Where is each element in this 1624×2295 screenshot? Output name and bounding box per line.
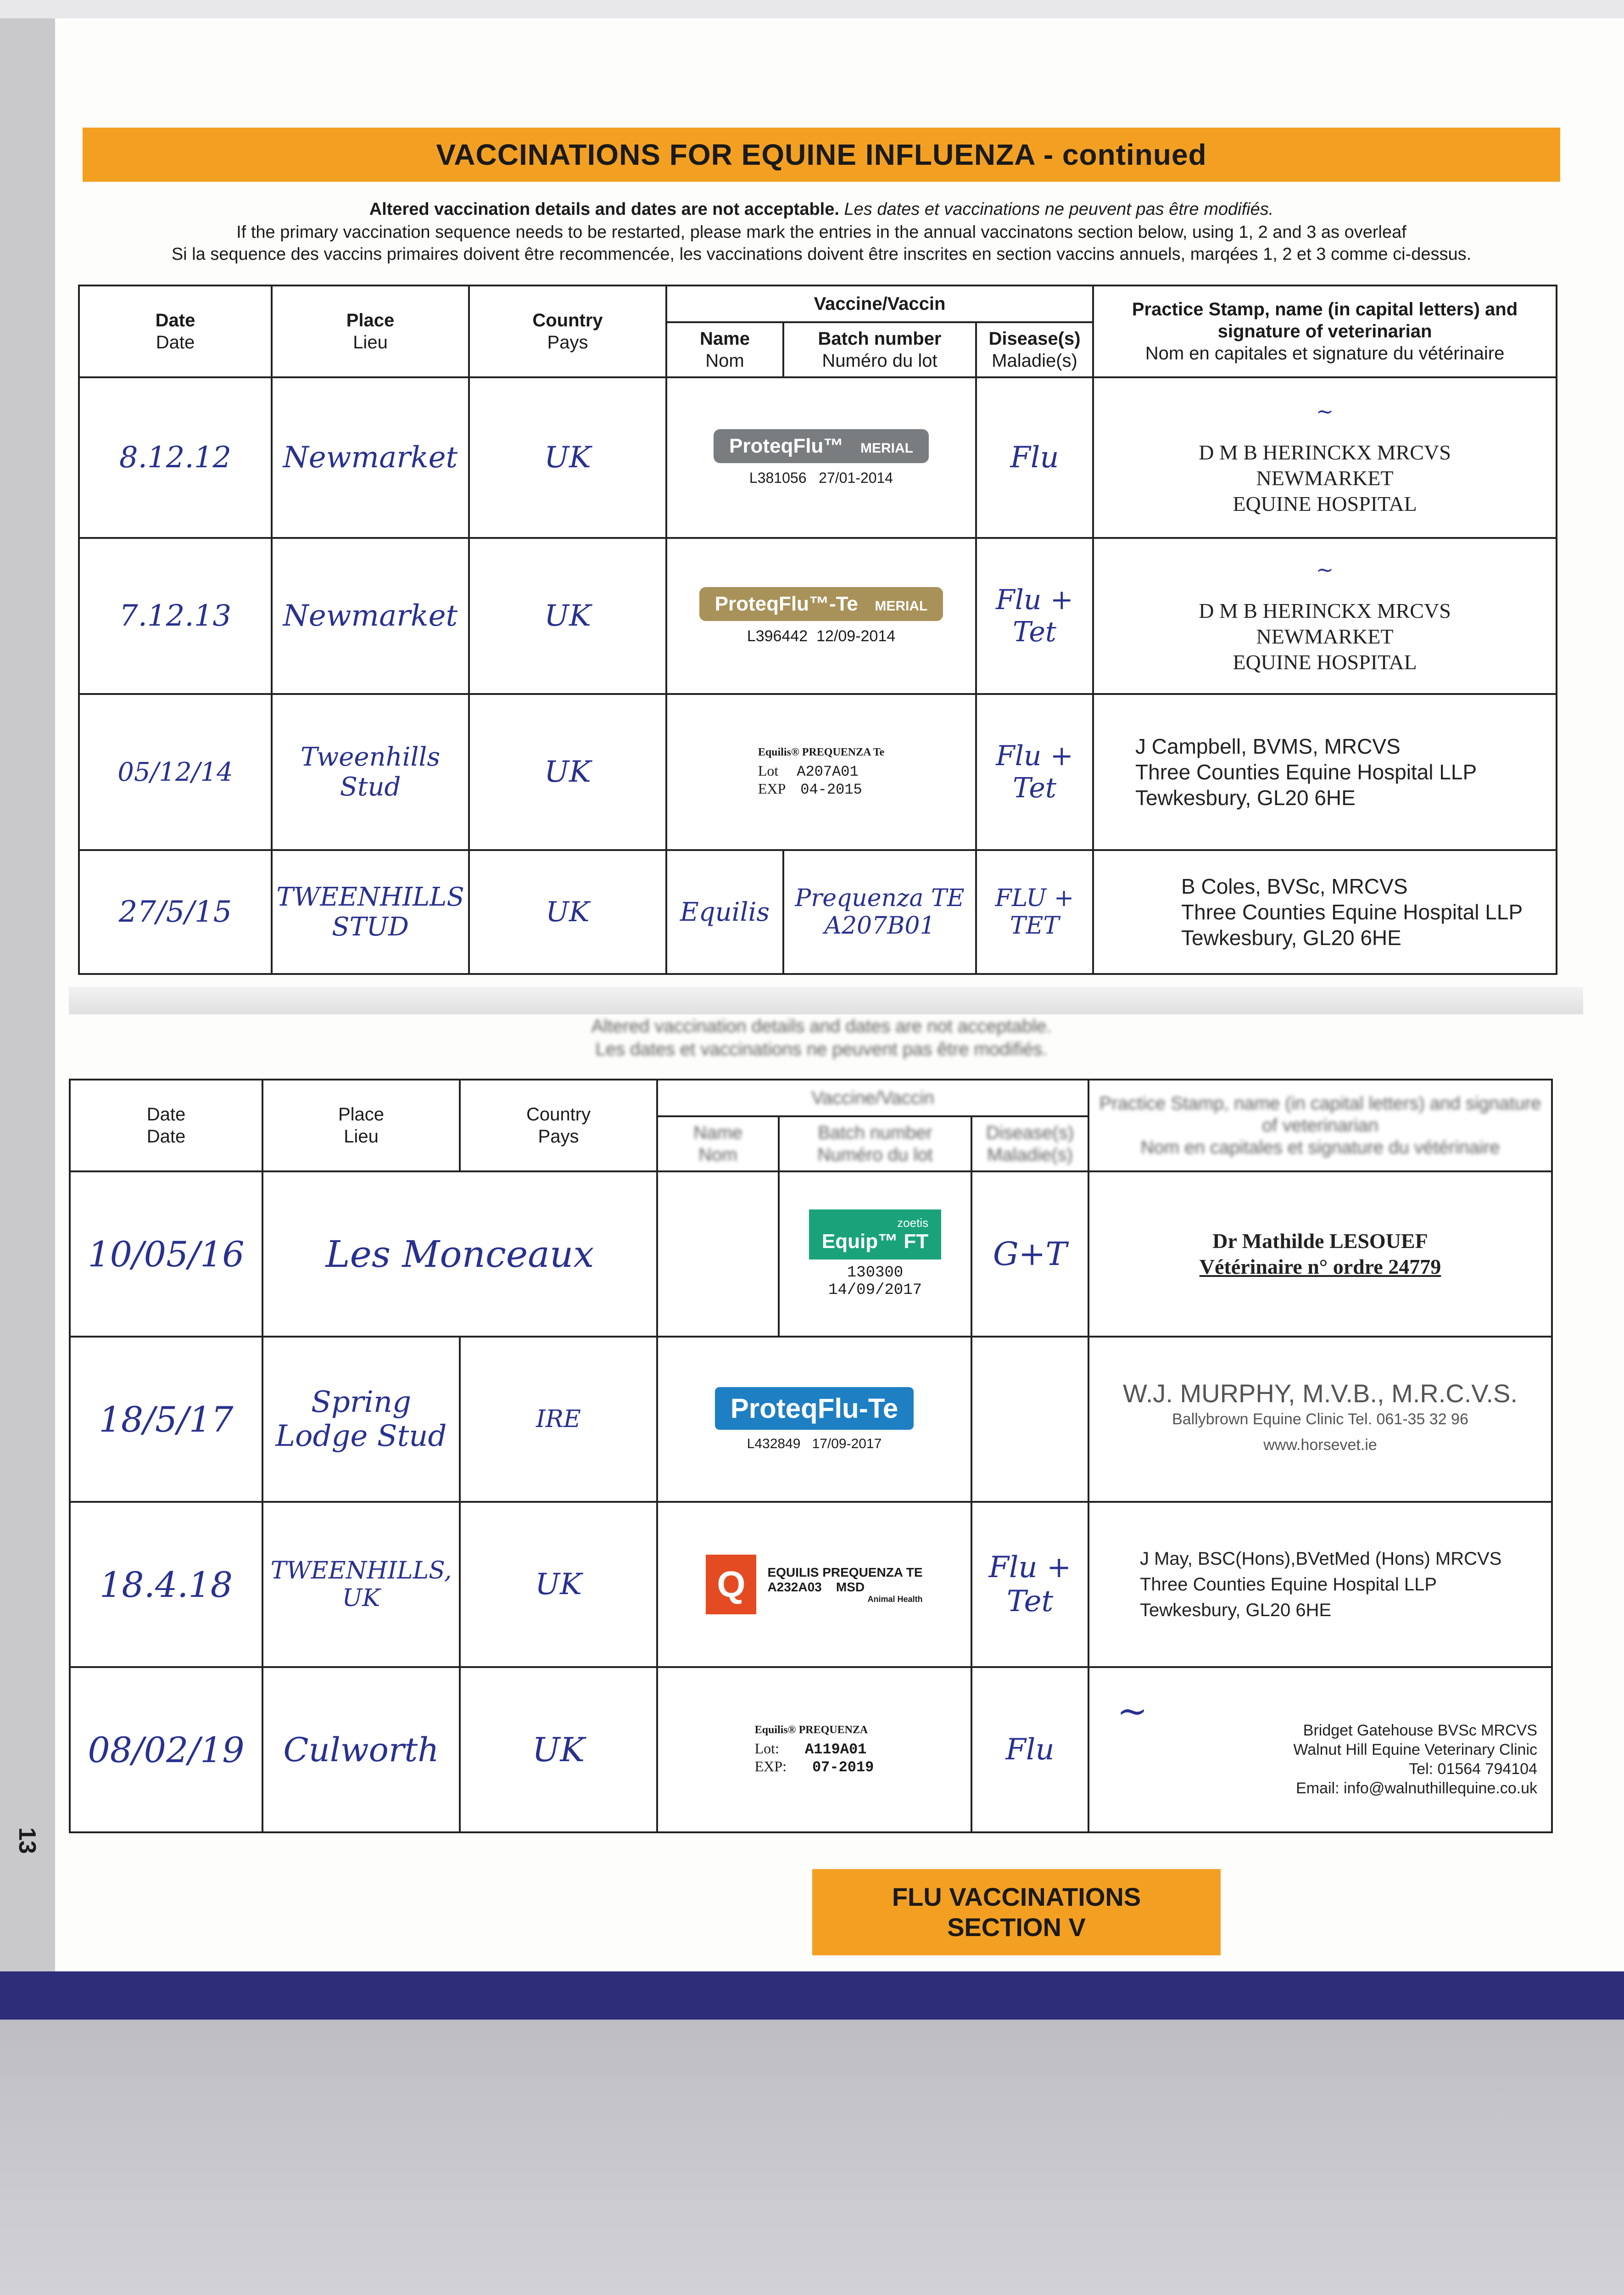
vaccine-label-cell [779, 1171, 971, 1337]
vet-stamp: ~ D M B HERINCKX MRCVS NEWMARKET EQUINE HOSPITAL [1093, 538, 1557, 694]
date-cell: 7.12.13 [79, 538, 272, 694]
vaccine-label-cell [666, 538, 976, 694]
place-cell: Spring Lodge Stud [262, 1337, 460, 1502]
vaccine-label-cell [666, 694, 976, 850]
vet-stamp: B Coles, BVSc, MRCVS Three Counties Equine Hospital LLP Tewkesbury, GL20 6HE [1093, 850, 1557, 974]
vaccine-label-cell [657, 1502, 971, 1667]
cover-band [0, 1971, 1624, 2024]
country-cell: UK [469, 694, 666, 850]
vaccine-sticker: Equilis® PREQUENZA Lot: A119A01 EXP: 07-2019 [754, 1724, 874, 1776]
table-row [79, 850, 1557, 974]
disease-cell [971, 1337, 1088, 1502]
col-country: Country Pays [469, 285, 666, 377]
disease-cell: Flu + Tet [976, 694, 1093, 850]
col-country: Country Pays [460, 1080, 657, 1171]
col-batch: Batch number Numéro du lot [783, 322, 976, 377]
signature: ~ [1117, 1690, 1148, 1732]
table-row [79, 694, 1557, 850]
vaccine-label: ProteqFlu-Te [715, 1387, 914, 1430]
lower-vaccination-table [69, 1079, 1553, 1833]
col-disease: Disease(s) Maladie(s) [976, 322, 1093, 377]
vet-stamp: ~ Bridget Gatehouse BVSc MRCVS Walnut Hill Equine Veterinary Clinic Tel: 01564 794104 Email: info@walnuthillequine.co.uk [1088, 1667, 1552, 1832]
lot-exp: L432849 17/09-2017 [747, 1436, 882, 1451]
col-batch: Batch number Numéro du lot [779, 1116, 971, 1171]
batch-cell: Prequenza TE A207B01 [783, 850, 976, 974]
section-label: FLU VACCINATIONS SECTION V [812, 1869, 1221, 1955]
place-cell: Les Monceaux [262, 1171, 657, 1337]
name-cell: Equilis [666, 850, 783, 974]
table-row [70, 1171, 1552, 1337]
date-cell: 27/5/15 [79, 850, 272, 974]
page-top-edge [0, 0, 1624, 18]
col-disease: Disease(s) Maladie(s) [971, 1116, 1088, 1171]
date-cell: 8.12.12 [79, 377, 272, 538]
upper-vaccination-table [78, 285, 1557, 975]
vaccine-label-cell [657, 1337, 971, 1502]
signature: ~ [1316, 557, 1334, 582]
col-stamp: Practice Stamp, name (in capital letters) and signature of veterinarian Nom en capitales et signature du vétérinaire [1088, 1080, 1552, 1171]
name-cell [657, 1171, 779, 1337]
background-surface [0, 2020, 1624, 2295]
date-cell: 08/02/19 [70, 1667, 262, 1832]
place-cell: TWEENHILLS, UK [262, 1502, 460, 1667]
col-date: Date Date [79, 285, 272, 377]
vet-stamp: W.J. MURPHY, M.V.B., M.R.C.V.S. Ballybrown Equine Clinic Tel. 061-35 32 96 www.horsevet.ie [1088, 1337, 1552, 1502]
vaccine-label-cell [666, 377, 976, 538]
disease-cell: Flu + Tet [976, 538, 1093, 694]
disease-cell: Flu + Tet [971, 1502, 1088, 1667]
vaccine-label: ProteqFlu™ MERIAL [714, 429, 929, 463]
notice-line-1 [83, 198, 1560, 220]
section-header [83, 128, 1560, 182]
page-fold [69, 987, 1583, 1014]
country-cell: UK [469, 538, 666, 694]
place-cell: Newmarket [272, 538, 469, 694]
col-name: Name Nom [657, 1116, 779, 1171]
vaccine-label: ProteqFlu™-Te MERIAL [699, 587, 943, 621]
lower-notice-1: Altered vaccination details and dates are not acceptable. [591, 1016, 1052, 1036]
col-stamp: Practice Stamp, name (in capital letters) and signature of veterinarian Nom en capitales et signature du vétérinaire [1093, 285, 1557, 377]
disease-cell: Flu [976, 377, 1093, 538]
place-cell: TWEENHILLS STUD [272, 850, 469, 974]
col-name: Name Nom [666, 322, 783, 377]
notice-line-3: Si la sequence des vaccins primaires doivent être recommencée, les vaccinations doivent être inscrites en section vaccins annuels, marqées 1, 2 et 3 comme ci-dessus. [171, 245, 1472, 264]
lot-exp: 130300 14/09/2017 [828, 1264, 922, 1299]
notice-line-2: If the primary vaccination sequence needs to be restarted, please mark the entries in the annual vaccinatons section below, using 1, 2 and 3 as overleaf [236, 223, 1406, 242]
table-row [70, 1667, 1552, 1832]
disease-cell: G+T [971, 1171, 1088, 1337]
page-number: 13 [13, 1827, 40, 1854]
country-cell: UK [460, 1667, 657, 1832]
country-cell: UK [460, 1502, 657, 1667]
date-cell: 18/5/17 [70, 1337, 262, 1502]
vet-stamp: ~ D M B HERINCKX MRCVS NEWMARKET EQUINE HOSPITAL [1093, 377, 1557, 538]
lot-exp: L381056 27/01-2014 [749, 469, 893, 486]
vaccine-sticker: Q EQUILIS PREQUENZA TE A232A03 MSD Animal Health [658, 1555, 971, 1614]
place-cell: Newmarket [272, 377, 469, 538]
date-cell: 10/05/16 [70, 1171, 262, 1337]
lot-exp: L396442 12/09-2014 [747, 627, 896, 645]
country-cell: UK [469, 377, 666, 538]
country-cell: UK [469, 850, 666, 974]
notice-fr: Les dates et vaccinations ne peuvent pas être modifiés. [844, 200, 1274, 219]
disease-cell: FLU + TET [976, 850, 1093, 974]
table-row [79, 377, 1557, 538]
q-logo-icon: Q [706, 1555, 756, 1614]
vaccine-sticker [667, 429, 975, 487]
col-place: Place Lieu [272, 285, 469, 377]
table-row [70, 1502, 1552, 1667]
vaccine-sticker: Equilis® PREQUENZA Te Lot A207A01 EXP 04-2015 [758, 746, 885, 798]
date-cell: 05/12/14 [79, 694, 272, 850]
col-vaccine: Vaccine/Vaccin [666, 285, 1093, 322]
place-cell: Tweenhills Stud [272, 694, 469, 850]
table-row [79, 538, 1557, 694]
col-place: Place Lieu [262, 1080, 460, 1171]
disease-cell: Flu [971, 1667, 1088, 1832]
table-row [70, 1337, 1552, 1502]
country-cell: IRE [460, 1337, 657, 1502]
notice-en: Altered vaccination details and dates are not acceptable. [369, 200, 839, 219]
col-date: Date Date [70, 1080, 262, 1171]
col-vaccine: Vaccine/Vaccin [657, 1080, 1088, 1116]
page-title: VACCINATIONS FOR EQUINE INFLUENZA - continued [436, 138, 1207, 171]
date-cell: 18.4.18 [70, 1502, 262, 1667]
signature: ~ [1316, 399, 1334, 424]
place-cell: Culworth [262, 1667, 460, 1832]
lower-notice-2: Les dates et vaccinations ne peuvent pas être modifiés. [595, 1039, 1048, 1059]
vaccine-label: zoetis Equip™ FT [809, 1209, 941, 1259]
vet-stamp: J Campbell, BVMS, MRCVS Three Counties Equine Hospital LLP Tewkesbury, GL20 6HE [1093, 694, 1557, 850]
vaccine-label-cell [657, 1667, 971, 1832]
vet-stamp: Dr Mathilde LESOUEF Vétérinaire n° ordre 24779 [1088, 1171, 1552, 1337]
vet-stamp: J May, BSC(Hons),BVetMed (Hons) MRCVS Three Counties Equine Hospital LLP Tewkesbury, GL20 6HE [1088, 1502, 1552, 1667]
